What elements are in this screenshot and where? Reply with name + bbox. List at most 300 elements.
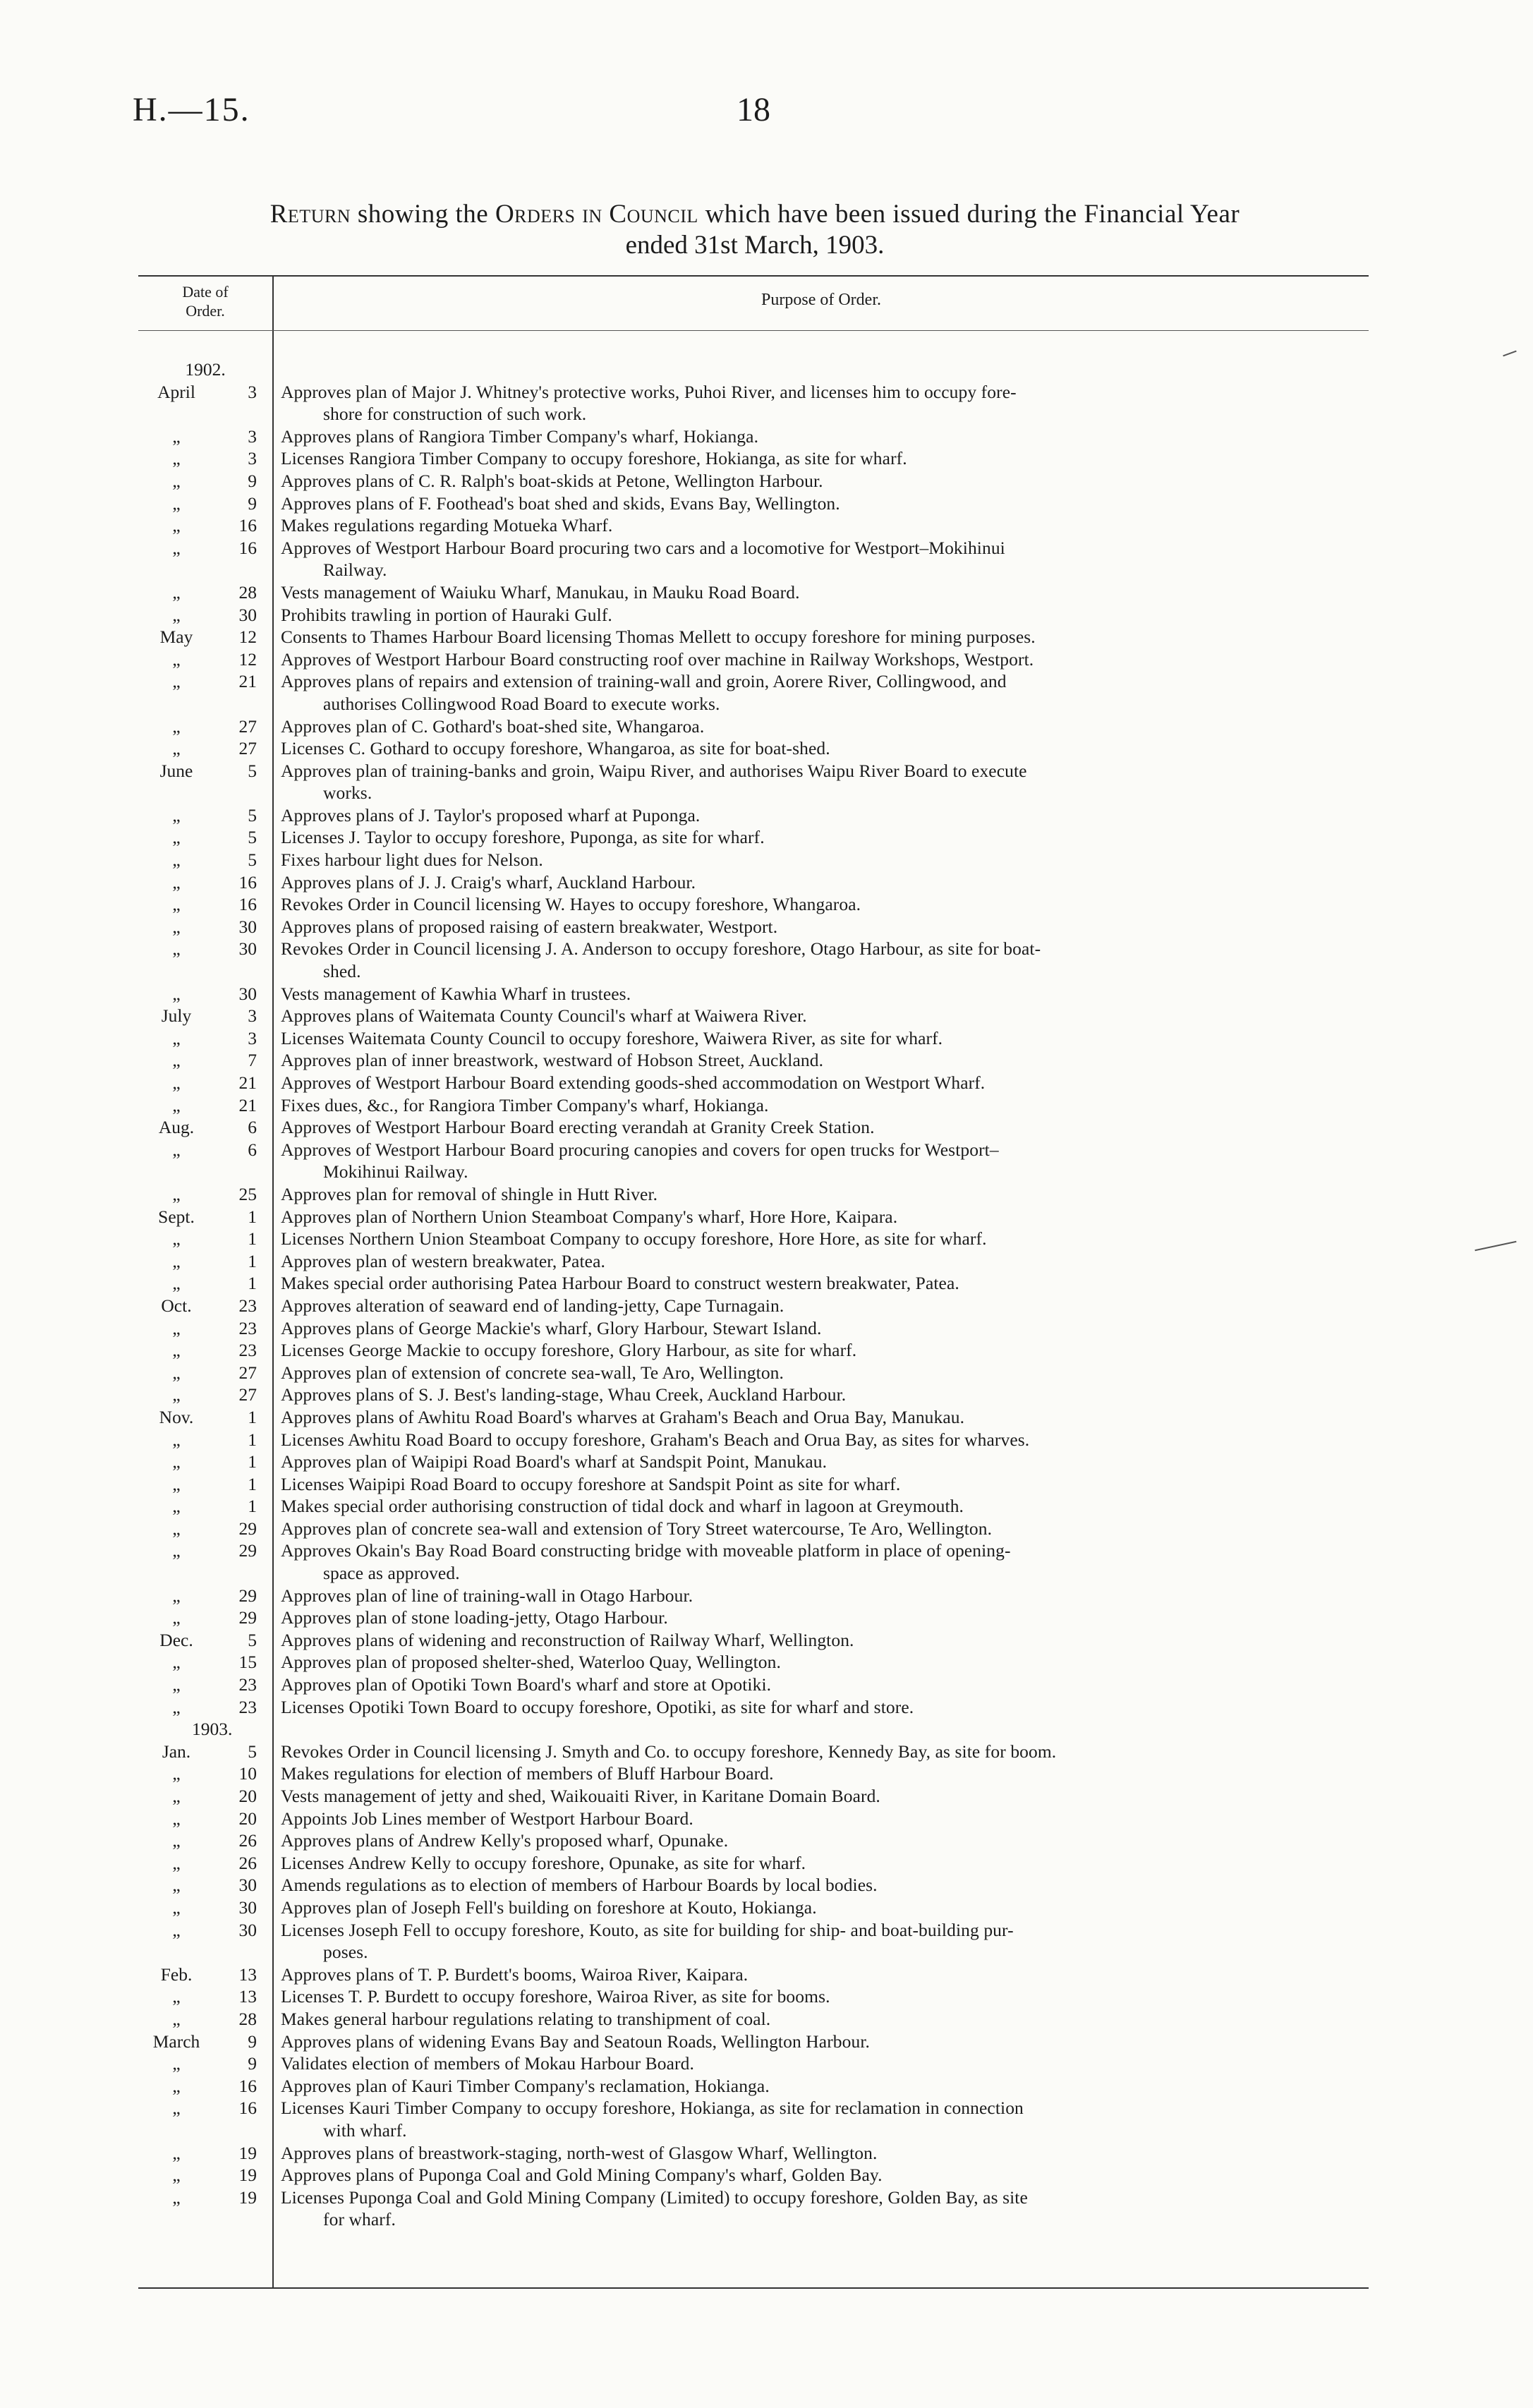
order-day: 27 [238, 1384, 257, 1405]
order-date [138, 581, 272, 604]
order-month: „ [172, 425, 181, 447]
order-month: March [152, 2031, 200, 2052]
order-row [138, 1005, 1369, 1027]
order-purpose [272, 916, 1359, 938]
order-day: 7 [248, 1050, 257, 1071]
order-purpose [272, 470, 1359, 492]
order-day: 25 [238, 1183, 257, 1204]
order-month: „ [172, 671, 181, 692]
order-month: „ [172, 2053, 181, 2074]
order-row [138, 1919, 1369, 1964]
order-row [138, 1696, 1369, 1719]
margin-mark [1503, 351, 1516, 357]
order-purpose-text: Approves plan of C. Gothard's boat-shed site, Whangaroa. [281, 715, 705, 737]
order-purpose [272, 1539, 1359, 1584]
order-purpose-text: Approves plans of widening Evans Bay and Seatoun Roads, Wellington Harbour. [281, 2031, 871, 2052]
order-date [138, 715, 272, 738]
order-month: „ [172, 1696, 181, 1717]
order-purpose-text: Revokes Order in Council licensing W. Hayes to occupy foreshore, Whangaroa. [281, 894, 861, 915]
order-purpose [272, 1473, 1359, 1496]
order-row [138, 2164, 1369, 2186]
order-purpose-text: Approves of Westport Harbour Board erecting verandah at Granity Creek Station. [281, 1117, 875, 1138]
order-month: „ [172, 1429, 181, 1450]
order-purpose-text: Licenses Waitemata County Council to occupy foreshore, Waiwera River, as site for wharf. [281, 1027, 943, 1048]
order-date [138, 1985, 272, 2008]
order-purpose-text: Approves alteration of seaward end of landing-jetty, Cape Turnagain. [281, 1295, 784, 1316]
order-purpose [272, 1072, 1359, 1094]
title-text-2: which have been issued during the Financial Year [698, 200, 1240, 229]
order-purpose-text: Approves plans of repairs and extension of training-wall and groin, Aorere River, Collingwood, and [281, 671, 1007, 692]
order-purpose-text: Makes regulations for election of members of Bluff Harbour Board. [281, 1763, 774, 1784]
order-date [138, 1429, 272, 1451]
order-purpose [272, 1629, 1359, 1652]
order-day: 30 [238, 1896, 257, 1918]
order-purpose-text: Appoints Job Lines member of Westport Harbour Board. [281, 1808, 693, 1829]
order-row [138, 581, 1369, 604]
order-day: 3 [248, 1005, 257, 1027]
order-day: 12 [238, 648, 257, 670]
order-date [138, 1384, 272, 1406]
order-purpose-text: Approves plan of western breakwater, Patea. [281, 1250, 605, 1271]
order-row [138, 2075, 1369, 2098]
order-day: 1 [248, 1206, 257, 1227]
order-date [138, 1116, 272, 1139]
order-day: 16 [238, 894, 257, 915]
order-day: 5 [248, 827, 257, 848]
order-month: „ [172, 1384, 181, 1405]
order-day: 23 [238, 1317, 257, 1338]
order-row [138, 1808, 1369, 1830]
order-purpose [272, 893, 1359, 916]
order-date [138, 1629, 272, 1652]
order-day: 16 [238, 871, 257, 893]
order-purpose [272, 2164, 1359, 2186]
order-day: 23 [238, 1674, 257, 1695]
order-date [138, 2031, 272, 2053]
order-purpose [272, 1896, 1359, 1919]
order-date [138, 1741, 272, 1763]
order-purpose [272, 1762, 1359, 1785]
order-purpose-continuation: shore for construction of such work. [323, 404, 587, 425]
order-purpose-text: Revokes Order in Council licensing J. A. Anderson to occupy foreshore, Otago Harbour, as site for boat- [281, 938, 1041, 960]
order-month: „ [172, 1875, 181, 1896]
order-row [138, 983, 1369, 1005]
order-purpose-text: Vests management of Kawhia Wharf in trustees. [281, 983, 631, 1004]
order-date [138, 1829, 272, 1852]
order-row [138, 715, 1369, 738]
order-row [138, 916, 1369, 938]
order-purpose-text: Approves plan of Joseph Fell's building on foreshore at Kouto, Hokianga. [281, 1896, 817, 1918]
order-row [138, 1785, 1369, 1808]
order-day: 30 [238, 604, 257, 625]
year-heading-1903 [138, 1718, 1369, 1741]
order-purpose-continuation: Mokihinui Railway. [323, 1161, 468, 1182]
order-purpose [272, 2052, 1359, 2075]
order-purpose [272, 871, 1359, 894]
order-date [138, 1317, 272, 1340]
order-day: 6 [248, 1139, 257, 1160]
order-date [138, 2164, 272, 2186]
order-row [138, 1116, 1369, 1139]
order-month: „ [172, 715, 181, 737]
order-purpose-text: Licenses Joseph Fell to occupy foreshore, Kouto, as site for building for ship- and boat-building pur- [281, 1919, 1014, 1940]
order-date [138, 1027, 272, 1050]
order-purpose-text: Approves plans of Awhitu Road Board's wharves at Graham's Beach and Orua Bay, Manukau. [281, 1406, 965, 1427]
order-date [138, 514, 272, 537]
order-purpose-text: Approves Okain's Bay Road Board constructing bridge with moveable platform in place of opening- [281, 1540, 1011, 1561]
year-1903: 1903. [192, 1719, 233, 1740]
order-day: 16 [238, 2075, 257, 2096]
order-month: „ [172, 1139, 181, 1160]
order-purpose [272, 1406, 1359, 1429]
order-date [138, 1964, 272, 1986]
order-day: 1 [248, 1473, 257, 1494]
order-month: June [159, 760, 193, 781]
order-purpose-text: Approves plans of J. Taylor's proposed wharf at Puponga. [281, 804, 701, 825]
order-purpose-text: Approves of Westport Harbour Board extending goods-shed accommodation on Westport Wharf. [281, 1072, 986, 1093]
order-date [138, 381, 272, 425]
order-purpose-text: Approves of Westport Harbour Board procuring two cars and a locomotive for Westport–Mokihinui [281, 537, 1005, 558]
order-day: 26 [238, 1852, 257, 1873]
order-date [138, 1339, 272, 1362]
order-row [138, 1473, 1369, 1496]
table-body [138, 358, 1369, 2231]
order-purpose [272, 1317, 1359, 1340]
order-day: 30 [238, 916, 257, 937]
order-purpose [272, 648, 1359, 671]
order-row [138, 1585, 1369, 1607]
order-month: „ [172, 604, 181, 625]
order-month: „ [172, 1674, 181, 1695]
order-row [138, 760, 1369, 804]
order-date [138, 1362, 272, 1384]
header-bottom-rule [138, 330, 1369, 331]
order-purpose-text: Licenses Waipipi Road Board to occupy foreshore at Sandspit Point as site for wharf. [281, 1473, 901, 1494]
order-day: 19 [238, 2186, 257, 2208]
order-month: „ [172, 1808, 181, 1829]
order-row [138, 1495, 1369, 1518]
order-day: 23 [238, 1340, 257, 1361]
order-day: 3 [248, 425, 257, 447]
order-month: „ [172, 827, 181, 848]
order-day: 5 [248, 1629, 257, 1650]
order-day: 9 [248, 470, 257, 491]
order-purpose [272, 1919, 1359, 1964]
order-day: 21 [238, 671, 257, 692]
order-date [138, 2186, 272, 2231]
order-purpose-text: Approves plans of proposed raising of eastern breakwater, Westport. [281, 916, 778, 937]
order-day: 6 [248, 1117, 257, 1138]
order-purpose-text: Approves plan of line of training-wall in Otago Harbour. [281, 1585, 693, 1606]
table-title [140, 199, 1370, 230]
order-date [138, 1874, 272, 1896]
order-purpose-text: Licenses Rangiora Timber Company to occupy foreshore, Hokianga, as site for wharf. [281, 448, 907, 469]
order-purpose-text: Approves plans of breastwork-staging, north-west of Glasgow Wharf, Wellington. [281, 2142, 878, 2163]
order-row [138, 1317, 1369, 1340]
order-month: May [159, 627, 193, 648]
order-purpose-text: Approves plan of Kauri Timber Company's reclamation, Hokianga. [281, 2075, 770, 2096]
order-date [138, 1049, 272, 1072]
order-purpose [272, 381, 1359, 425]
order-purpose [272, 1451, 1359, 1473]
order-purpose-text: Makes general harbour regulations relating to transhipment of coal. [281, 2008, 771, 2029]
order-purpose-text: Licenses T. P. Burdett to occupy foreshore, Wairoa River, as site for booms. [281, 1986, 830, 2007]
order-date [138, 470, 272, 492]
order-row [138, 648, 1369, 671]
order-purpose-text: Approves plans of Waitemata County Council's wharf at Waiwera River. [281, 1005, 807, 1027]
orders-table [138, 275, 1369, 2300]
order-purpose-text: Approves plans of T. P. Burdett's booms, Wairoa River, Kaipara. [281, 1964, 749, 1985]
order-date [138, 1139, 272, 1183]
order-purpose-text: Amends regulations as to election of members of Harbour Boards by local bodies. [281, 1875, 878, 1896]
order-date [138, 1473, 272, 1496]
order-month: „ [172, 1896, 181, 1918]
order-row [138, 2142, 1369, 2165]
column-header-date [138, 282, 272, 320]
order-purpose-text: Approves plans of widening and reconstruction of Railway Wharf, Wellington. [281, 1629, 854, 1650]
order-month: „ [172, 738, 181, 759]
order-day: 29 [238, 1585, 257, 1606]
order-row [138, 1629, 1369, 1652]
order-purpose-continuation: shed. [323, 961, 361, 982]
order-month: „ [172, 1986, 181, 2007]
order-month: July [161, 1005, 192, 1027]
order-month: „ [172, 1607, 181, 1628]
order-date [138, 1585, 272, 1607]
order-row [138, 893, 1369, 916]
order-month: Nov. [159, 1406, 194, 1427]
order-date [138, 983, 272, 1005]
order-row [138, 871, 1369, 894]
order-purpose-text: Approves plans of Rangiora Timber Company's wharf, Hokianga. [281, 425, 759, 447]
order-purpose-continuation: poses. [323, 1942, 368, 1963]
order-row [138, 2031, 1369, 2053]
order-month: „ [172, 2186, 181, 2208]
order-row [138, 849, 1369, 871]
order-row [138, 1384, 1369, 1406]
order-date [138, 938, 272, 982]
order-date [138, 1272, 272, 1295]
order-purpose-text: Licenses Kauri Timber Company to occupy foreshore, Hokianga, as site for reclamation in connection [281, 2098, 1024, 2119]
order-purpose-text: Approves plan of concrete sea-wall and extension of Tory Street watercourse, Te Aro, Wellington. [281, 1518, 993, 1539]
order-purpose-text: Licenses C. Gothard to occupy foreshore, Whangaroa, as site for boat-shed. [281, 738, 830, 759]
order-month: „ [172, 470, 181, 491]
order-month: „ [172, 581, 181, 603]
order-day: 1 [248, 1429, 257, 1450]
order-purpose [272, 1094, 1359, 1117]
order-purpose-continuation: space as approved. [323, 1563, 460, 1584]
order-month: „ [172, 492, 181, 514]
order-purpose [272, 1139, 1359, 1183]
order-purpose-text: Fixes harbour light dues for Nelson. [281, 849, 543, 871]
order-purpose-text: Approves plan for removal of shingle in Hutt River. [281, 1183, 658, 1204]
order-month: „ [172, 1072, 181, 1093]
order-month: „ [172, 1919, 181, 1940]
order-month: „ [172, 938, 181, 960]
order-purpose [272, 1005, 1359, 1027]
order-purpose-text: Makes special order authorising Patea Harbour Board to construct western breakwater, Patea. [281, 1273, 959, 1294]
order-purpose [272, 1228, 1359, 1250]
order-row [138, 1206, 1369, 1228]
order-row [138, 1451, 1369, 1473]
order-date [138, 425, 272, 448]
order-month: „ [172, 1228, 181, 1250]
order-day: 12 [238, 627, 257, 648]
order-row [138, 804, 1369, 827]
order-row [138, 2186, 1369, 2231]
order-purpose-text: Licenses Awhitu Road Board to occupy foreshore, Graham's Beach and Orua Bay, as sites for wharves. [281, 1429, 1030, 1450]
order-row [138, 1272, 1369, 1295]
order-row [138, 1607, 1369, 1629]
order-purpose [272, 2097, 1359, 2141]
order-row [138, 1339, 1369, 1362]
order-purpose-text: Vests management of jetty and shed, Waikouaiti River, in Karitane Domain Board. [281, 1786, 880, 1806]
order-purpose [272, 425, 1359, 448]
order-day: 16 [238, 2098, 257, 2119]
order-purpose-text: Licenses George Mackie to occupy foreshore, Glory Harbour, as site for wharf. [281, 1340, 857, 1361]
order-row [138, 1539, 1369, 1584]
order-row [138, 470, 1369, 492]
order-day: 28 [238, 581, 257, 603]
order-purpose [272, 1116, 1359, 1139]
order-date [138, 871, 272, 894]
order-purpose [272, 1696, 1359, 1719]
order-purpose-continuation: Railway. [323, 559, 387, 581]
order-day: 1 [248, 1406, 257, 1427]
order-date [138, 826, 272, 849]
order-day: 3 [248, 381, 257, 402]
order-purpose-text: Validates election of members of Mokau Harbour Board. [281, 2053, 694, 2074]
order-day: 5 [248, 760, 257, 781]
order-month: „ [172, 894, 181, 915]
order-month: „ [172, 1473, 181, 1494]
order-purpose [272, 1964, 1359, 1986]
order-purpose [272, 1785, 1359, 1808]
order-purpose-text: Approves plan of proposed shelter-shed, Waterloo Quay, Wellington. [281, 1652, 781, 1673]
order-row [138, 2097, 1369, 2141]
order-day: 30 [238, 1919, 257, 1940]
order-purpose [272, 581, 1359, 604]
order-date [138, 537, 272, 581]
order-purpose-text: Consents to Thames Harbour Board licensing Thomas Mellett to occupy foreshore for mining purposes. [281, 627, 1036, 648]
orders-1903 [138, 1741, 1369, 2231]
order-purpose [272, 1295, 1359, 1317]
order-row [138, 1295, 1369, 1317]
order-purpose [272, 1985, 1359, 2008]
order-purpose [272, 514, 1359, 537]
order-date [138, 1406, 272, 1429]
order-day: 23 [238, 1696, 257, 1717]
order-purpose [272, 1874, 1359, 1896]
order-purpose-text: Vests management of Waiuku Wharf, Manukau, in Mauku Road Board. [281, 581, 800, 603]
order-day: 29 [238, 1607, 257, 1628]
order-month: Dec. [159, 1629, 193, 1650]
order-month: „ [172, 849, 181, 871]
order-day: 16 [238, 515, 257, 536]
order-purpose [272, 1518, 1359, 1540]
order-day: 9 [248, 2053, 257, 2074]
order-purpose [272, 1027, 1359, 1050]
order-date [138, 849, 272, 871]
title-orders-in-council: Orders in Council [495, 200, 698, 229]
table-title-line-2: ended 31st March, 1903. [625, 231, 885, 260]
order-purpose-text: Approves plan of training-banks and groin, Waipu River, and authorises Waipu River Board to execute [281, 760, 1027, 781]
order-day: 5 [248, 804, 257, 825]
order-month: „ [172, 448, 181, 469]
order-row [138, 1674, 1369, 1696]
order-purpose [272, 983, 1359, 1005]
order-purpose-text: Approves plan of Opotiki Town Board's wharf and store at Opotiki. [281, 1674, 772, 1695]
order-month: April [157, 381, 195, 402]
order-month: „ [172, 1763, 181, 1784]
order-day: 20 [238, 1808, 257, 1829]
order-purpose-text: Approves of Westport Harbour Board constructing roof over machine in Railway Workshops, Westport. [281, 648, 1034, 670]
order-day: 3 [248, 1027, 257, 1048]
report-code: H.—15. [133, 91, 250, 128]
order-month: „ [172, 1027, 181, 1048]
order-month: „ [172, 537, 181, 558]
order-row [138, 1250, 1369, 1273]
order-day: 9 [248, 2031, 257, 2052]
title-text-1: showing the [351, 200, 495, 229]
order-month: „ [172, 1518, 181, 1539]
order-month: „ [172, 515, 181, 536]
order-day: 1 [248, 1250, 257, 1271]
order-row [138, 1072, 1369, 1094]
order-row [138, 1362, 1369, 1384]
order-purpose-text: Fixes dues, &c., for Rangiora Timber Company's wharf, Hokianga. [281, 1094, 769, 1115]
order-date [138, 604, 272, 627]
order-month: „ [172, 1540, 181, 1561]
order-date [138, 1183, 272, 1206]
order-month: „ [172, 804, 181, 825]
order-date [138, 1852, 272, 1875]
order-day: 30 [238, 938, 257, 960]
order-month: „ [172, 1451, 181, 1472]
order-purpose [272, 1429, 1359, 1451]
order-month: „ [172, 2098, 181, 2119]
order-purpose [272, 447, 1359, 470]
year-heading-1902 [138, 358, 1369, 381]
order-day: 27 [238, 738, 257, 759]
order-row [138, 1139, 1369, 1183]
order-date [138, 804, 272, 827]
order-purpose [272, 1272, 1359, 1295]
order-row [138, 1406, 1369, 1429]
order-date [138, 2075, 272, 2098]
order-month: „ [172, 1852, 181, 1873]
order-row [138, 1651, 1369, 1674]
order-month: „ [172, 1094, 181, 1115]
order-date [138, 1206, 272, 1228]
order-day: 5 [248, 1741, 257, 1762]
order-day: 3 [248, 448, 257, 469]
order-date [138, 1005, 272, 1027]
order-day: 1 [248, 1228, 257, 1250]
order-row [138, 537, 1369, 581]
order-purpose [272, 1852, 1359, 1875]
order-purpose-text: Approves plan of Waipipi Road Board's wharf at Sandspit Point, Manukau. [281, 1451, 828, 1472]
order-row [138, 1852, 1369, 1875]
order-purpose [272, 760, 1359, 804]
order-date [138, 737, 272, 760]
order-purpose [272, 2142, 1359, 2165]
order-row [138, 1762, 1369, 1785]
order-month: Feb. [160, 1964, 193, 1985]
order-purpose [272, 2186, 1359, 2231]
order-row [138, 1741, 1369, 1763]
column-header-date-line1: Date of [182, 283, 229, 301]
